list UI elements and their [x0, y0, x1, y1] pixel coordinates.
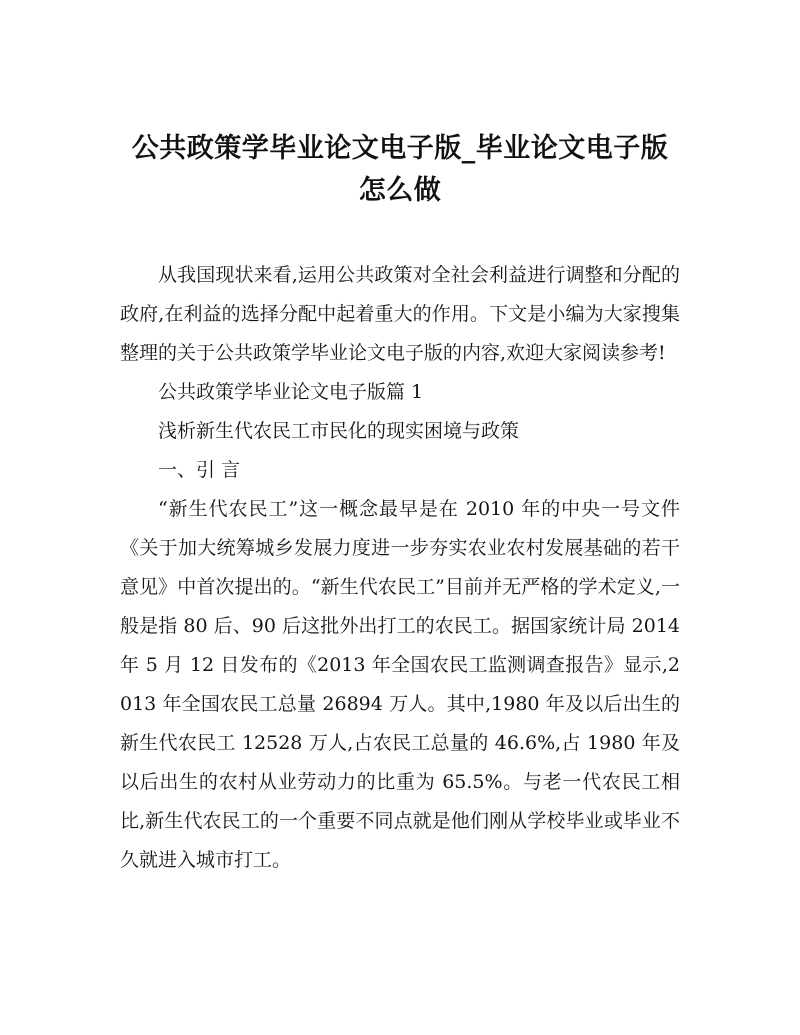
title-line-2: 怎么做 [358, 175, 442, 206]
document-body [120, 256, 680, 880]
title-line-1: 公共政策学毕业论文电子版_毕业论文电子版 [131, 133, 669, 164]
body-paragraph: “新生代农民工”这一概念最早是在 2010 年的中央一号文件《关于加大统筹城乡发展力度进一步夯实农业农村发展基础的若干意见》中首次提出的。“新生代农民工”目前并无严格的学术定义,一般是指 80 后、90 后这批外出打工的农民工。据国家统计局 2014 年 5 月 12 日发布的《2013 年全国农民工监测调查报告》显示,2013 年全国农民工总量 26894 万人。其中,1980 年及以后出生的新生代农民工 12528 万人,占农民工总量的 46.6%,占 1980 年及以后出生的农村从业劳动力的比重为 65.5%。与老一代农民工相比,新生代农民工的一个重要不同点就是他们刚从学校毕业或毕业不久就进入城市打工。 [120, 498, 680, 871]
article-title: 浅析新生代农民工市民化的现实困境与政策 [158, 420, 520, 442]
section-heading: 公共政策学毕业论文电子版篇 1 [158, 381, 424, 403]
subsection-heading: 一、引 言 [158, 459, 241, 481]
intro-paragraph: 从我国现状来看,运用公共政策对全社会利益进行调整和分配的政府,在利益的选择分配中起着重大的作用。下文是小编为大家搜集整理的关于公共政策学毕业论文电子版的内容,欢迎大家阅读参考! [120, 264, 680, 364]
document-title [100, 128, 700, 212]
